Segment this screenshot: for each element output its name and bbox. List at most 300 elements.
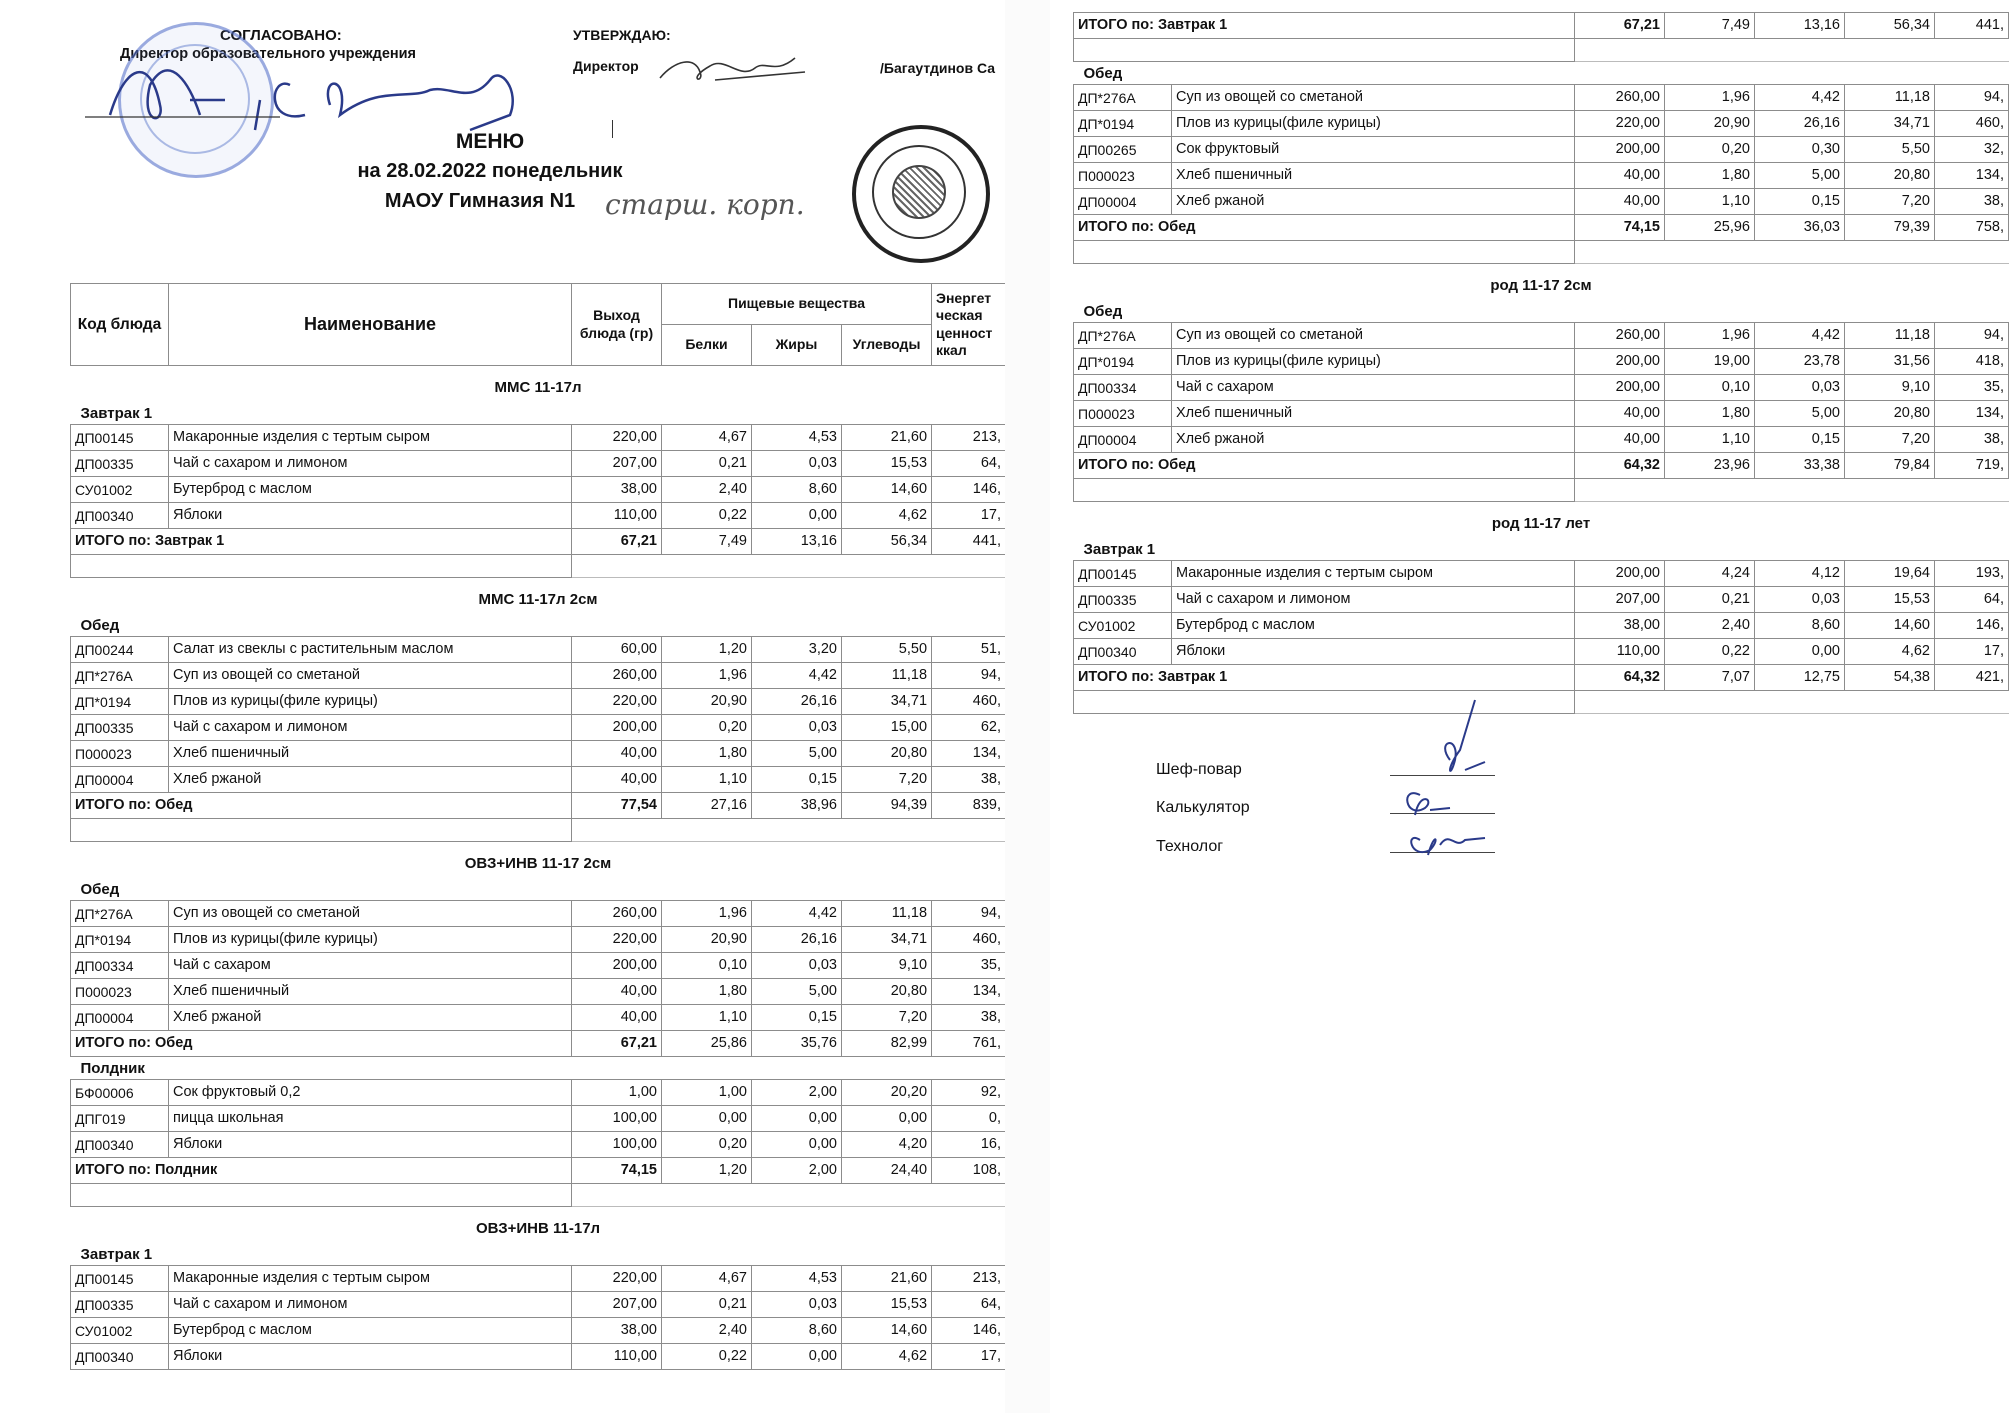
dish-protein: 20,90 xyxy=(1665,111,1755,137)
dish-code: ДП00340 xyxy=(71,1344,169,1370)
section-title-row xyxy=(71,842,1006,879)
chef-label: Шеф-повар xyxy=(1156,761,1242,778)
dish-name: Суп из овощей со сметаной xyxy=(1172,85,1575,111)
dish-fat: 0,00 xyxy=(752,1106,842,1132)
handwritten-note: старш. корп. xyxy=(605,188,805,221)
table-row xyxy=(71,425,1006,451)
dish-name: Суп из овощей со сметаной xyxy=(169,901,572,927)
dish-code: ДП*276А xyxy=(1074,323,1172,349)
spacer-row xyxy=(71,555,1006,578)
dish-name: Яблоки xyxy=(169,1132,572,1158)
meal-group-row xyxy=(1074,538,2009,561)
dish-name: Плов из курицы(филе курицы) xyxy=(169,927,572,953)
total-output: 77,54 xyxy=(572,793,662,819)
dish-output: 40,00 xyxy=(572,741,662,767)
spacer-cell xyxy=(71,1184,572,1207)
dish-energy: 17, xyxy=(932,1344,1006,1370)
table-row xyxy=(71,715,1006,741)
table-row xyxy=(71,477,1006,503)
dish-code: ДП00004 xyxy=(1074,427,1172,453)
table-row xyxy=(1074,323,2009,349)
dish-name: пицца школьная xyxy=(169,1106,572,1132)
table-row xyxy=(1074,401,2009,427)
table-row xyxy=(71,663,1006,689)
agreed-signature xyxy=(80,45,530,135)
dish-protein: 1,00 xyxy=(662,1080,752,1106)
dish-energy: 38, xyxy=(1935,427,2009,453)
director-signature xyxy=(655,50,815,90)
dish-carbs: 14,60 xyxy=(842,1318,932,1344)
dish-protein: 4,24 xyxy=(1665,561,1755,587)
dish-protein: 0,20 xyxy=(662,1132,752,1158)
dish-name: Макаронные изделия с тертым сыром xyxy=(1172,561,1575,587)
dish-fat: 5,00 xyxy=(752,741,842,767)
dish-energy: 38, xyxy=(1935,189,2009,215)
section-title: ОВЗ+ИНВ 11-17 2см xyxy=(464,854,612,872)
calculator-label: Калькулятор xyxy=(1156,799,1250,816)
seal-emblem xyxy=(892,165,946,219)
total-energy: 441, xyxy=(1935,13,2009,39)
dish-output: 60,00 xyxy=(572,637,662,663)
dish-name: Яблоки xyxy=(1172,639,1575,665)
dish-fat: 4,42 xyxy=(1755,323,1845,349)
section-title: ММС 11-17л xyxy=(494,378,582,396)
dish-fat: 0,00 xyxy=(752,1344,842,1370)
dish-protein: 0,00 xyxy=(662,1106,752,1132)
dish-output: 200,00 xyxy=(1575,137,1665,163)
dish-output: 100,00 xyxy=(572,1106,662,1132)
meal-group-row xyxy=(71,402,1006,425)
table-row xyxy=(71,1266,1006,1292)
dish-fat: 8,60 xyxy=(752,477,842,503)
dish-carbs: 7,20 xyxy=(1845,427,1935,453)
dish-protein: 0,21 xyxy=(1665,587,1755,613)
total-carbs: 56,34 xyxy=(842,529,932,555)
technologist-label: Технолог xyxy=(1156,838,1224,855)
table-row xyxy=(1074,137,2009,163)
dish-output: 260,00 xyxy=(1575,323,1665,349)
spacer-cell xyxy=(71,555,572,578)
dish-energy: 460, xyxy=(1935,111,2009,137)
total-carbs: 24,40 xyxy=(842,1158,932,1184)
total-energy: 761, xyxy=(932,1031,1006,1057)
meal-group-label: Завтрак 1 xyxy=(80,404,153,422)
dish-name: Бутерброд с маслом xyxy=(169,1318,572,1344)
dish-fat: 4,53 xyxy=(752,1266,842,1292)
dish-name: Хлеб пшеничный xyxy=(1172,163,1575,189)
dish-name: Суп из овощей со сметаной xyxy=(169,663,572,689)
meal-group-row xyxy=(1074,62,2009,85)
mark xyxy=(612,120,613,138)
col-protein: Белки xyxy=(662,325,752,366)
dish-name: Хлеб ржаной xyxy=(1172,427,1575,453)
dish-code: ДП00244 xyxy=(71,637,169,663)
total-output: 64,32 xyxy=(1575,453,1665,479)
dish-carbs: 15,53 xyxy=(842,1292,932,1318)
spacer-row xyxy=(1074,691,2009,714)
dish-fat: 26,16 xyxy=(1755,111,1845,137)
dish-fat: 4,53 xyxy=(752,425,842,451)
dish-name: Плов из курицы(филе курицы) xyxy=(1172,349,1575,375)
dish-fat: 0,03 xyxy=(752,715,842,741)
dish-output: 100,00 xyxy=(572,1132,662,1158)
table-row xyxy=(1074,111,2009,137)
dish-output: 38,00 xyxy=(572,477,662,503)
dish-carbs: 20,20 xyxy=(842,1080,932,1106)
menu-title: МЕНЮ xyxy=(455,130,525,153)
dish-name: Чай с сахаром xyxy=(169,953,572,979)
dish-name: Плов из курицы(филе курицы) xyxy=(1172,111,1575,137)
dish-name: Чай с сахаром и лимоном xyxy=(169,1292,572,1318)
dish-protein: 1,10 xyxy=(1665,427,1755,453)
dish-name: Сок фруктовый xyxy=(1172,137,1575,163)
total-output: 74,15 xyxy=(572,1158,662,1184)
table-row xyxy=(71,1106,1006,1132)
dish-code: ДП*0194 xyxy=(71,927,169,953)
spacer-cell xyxy=(1575,479,2009,502)
table-row xyxy=(1074,427,2009,453)
total-row xyxy=(1074,453,2009,479)
dish-name: Чай с сахаром xyxy=(1172,375,1575,401)
spacer-cell xyxy=(1575,39,2009,62)
dish-protein: 0,10 xyxy=(1665,375,1755,401)
meal-group-label: Обед xyxy=(80,616,120,634)
dish-energy: 146, xyxy=(932,477,1006,503)
dish-name: Хлеб пшеничный xyxy=(1172,401,1575,427)
dish-carbs: 20,80 xyxy=(1845,401,1935,427)
total-carbs: 56,34 xyxy=(1845,13,1935,39)
dish-fat: 4,12 xyxy=(1755,561,1845,587)
dish-protein: 1,20 xyxy=(662,637,752,663)
dish-energy: 213, xyxy=(932,1266,1006,1292)
dish-protein: 4,67 xyxy=(662,425,752,451)
dish-output: 200,00 xyxy=(572,715,662,741)
dish-name: Яблоки xyxy=(169,1344,572,1370)
table-row xyxy=(1074,189,2009,215)
dish-energy: 460, xyxy=(932,689,1006,715)
total-energy: 421, xyxy=(1935,665,2009,691)
section-title: род 11-17 лет xyxy=(1491,514,1591,532)
spacer-cell xyxy=(71,819,572,842)
dish-fat: 8,60 xyxy=(1755,613,1845,639)
meal-group-label: Обед xyxy=(80,880,120,898)
dish-carbs: 20,80 xyxy=(842,741,932,767)
dish-fat: 4,42 xyxy=(752,901,842,927)
director-name: /Багаутдинов Са xyxy=(880,60,996,76)
dish-energy: 17, xyxy=(1935,639,2009,665)
dish-output: 220,00 xyxy=(572,1266,662,1292)
dish-carbs: 9,10 xyxy=(1845,375,1935,401)
dish-energy: 38, xyxy=(932,767,1006,793)
section-title: ОВЗ+ИНВ 11-17л xyxy=(475,1219,601,1237)
dish-code: ДП00145 xyxy=(71,425,169,451)
dish-fat: 23,78 xyxy=(1755,349,1845,375)
dish-energy: 35, xyxy=(1935,375,2009,401)
dish-name: Макаронные изделия с тертым сыром xyxy=(169,425,572,451)
total-protein: 25,96 xyxy=(1665,215,1755,241)
dish-code: ДП00004 xyxy=(71,767,169,793)
dish-protein: 1,96 xyxy=(1665,85,1755,111)
total-row xyxy=(71,1031,1006,1057)
dish-output: 260,00 xyxy=(572,901,662,927)
dish-carbs: 9,10 xyxy=(842,953,932,979)
dish-carbs: 31,56 xyxy=(1845,349,1935,375)
dish-energy: 94, xyxy=(932,663,1006,689)
meal-group-row xyxy=(71,1057,1006,1080)
dish-code: ДП00004 xyxy=(1074,189,1172,215)
dish-fat: 0,15 xyxy=(752,767,842,793)
total-carbs: 82,99 xyxy=(842,1031,932,1057)
spacer-row xyxy=(1074,39,2009,62)
menu-table-left xyxy=(70,283,1006,1370)
dish-output: 207,00 xyxy=(572,451,662,477)
dish-code: СУ01002 xyxy=(71,477,169,503)
dish-output: 40,00 xyxy=(572,767,662,793)
dish-protein: 1,80 xyxy=(662,979,752,1005)
dish-energy: 213, xyxy=(932,425,1006,451)
dish-fat: 0,03 xyxy=(752,1292,842,1318)
dish-carbs: 20,80 xyxy=(1845,163,1935,189)
dish-carbs: 34,71 xyxy=(1845,111,1935,137)
dish-output: 40,00 xyxy=(1575,427,1665,453)
spacer-cell xyxy=(572,819,1006,842)
dish-protein: 1,96 xyxy=(662,663,752,689)
col-energy: Энергет ческая ценност ккал xyxy=(932,284,1006,366)
chef-signatures xyxy=(1390,700,1500,860)
dish-name: Хлеб ржаной xyxy=(169,767,572,793)
dish-energy: 94, xyxy=(1935,323,2009,349)
dish-protein: 1,10 xyxy=(662,767,752,793)
total-row xyxy=(71,529,1006,555)
table-row xyxy=(1074,639,2009,665)
total-fat: 2,00 xyxy=(752,1158,842,1184)
total-row xyxy=(71,1158,1006,1184)
table-row xyxy=(71,1292,1006,1318)
table-row xyxy=(1074,349,2009,375)
total-fat: 38,96 xyxy=(752,793,842,819)
dish-energy: 51, xyxy=(932,637,1006,663)
meal-group-row xyxy=(71,878,1006,901)
dish-protein: 2,40 xyxy=(1665,613,1755,639)
section-title-row xyxy=(71,578,1006,615)
dish-energy: 134, xyxy=(932,979,1006,1005)
col-code: Код блюда xyxy=(71,284,169,366)
total-output: 74,15 xyxy=(1575,215,1665,241)
meal-group-label: Полдник xyxy=(80,1059,145,1077)
dish-energy: 134, xyxy=(1935,401,2009,427)
dish-energy: 460, xyxy=(932,927,1006,953)
total-label: ИТОГО по: Обед xyxy=(1074,215,1575,241)
dish-carbs: 11,18 xyxy=(1845,323,1935,349)
dish-code: ДП00335 xyxy=(71,1292,169,1318)
dish-output: 40,00 xyxy=(572,979,662,1005)
dish-name: Сок фруктовый 0,2 xyxy=(169,1080,572,1106)
dish-code: ДП00334 xyxy=(71,953,169,979)
menu-table-right xyxy=(1073,12,2009,714)
table-row xyxy=(1074,85,2009,111)
table-row xyxy=(71,1132,1006,1158)
dish-energy: 64, xyxy=(932,451,1006,477)
total-fat: 36,03 xyxy=(1755,215,1845,241)
total-fat: 12,75 xyxy=(1755,665,1845,691)
total-energy: 839, xyxy=(932,793,1006,819)
dish-protein: 0,22 xyxy=(662,503,752,529)
dish-protein: 0,22 xyxy=(1665,639,1755,665)
section-title-row xyxy=(1074,264,2009,301)
dish-name: Яблоки xyxy=(169,503,572,529)
table-row xyxy=(71,1344,1006,1370)
meal-group-label: Обед xyxy=(1083,302,1123,320)
dish-name: Бутерброд с маслом xyxy=(169,477,572,503)
section-title: ММС 11-17л 2см xyxy=(478,590,598,608)
dish-code: ДП00334 xyxy=(1074,375,1172,401)
total-output: 67,21 xyxy=(572,529,662,555)
table-row xyxy=(71,1005,1006,1031)
dish-protein: 4,67 xyxy=(662,1266,752,1292)
dish-fat: 5,00 xyxy=(1755,401,1845,427)
total-energy: 441, xyxy=(932,529,1006,555)
dish-protein: 20,90 xyxy=(662,689,752,715)
table-row xyxy=(1074,613,2009,639)
dish-carbs: 14,60 xyxy=(842,477,932,503)
dish-output: 200,00 xyxy=(1575,349,1665,375)
dish-fat: 5,00 xyxy=(1755,163,1845,189)
spacer-row xyxy=(71,1184,1006,1207)
spacer-cell xyxy=(1074,39,1575,62)
col-output: Выход блюда (гр) xyxy=(572,284,662,366)
dish-name: Салат из свеклы с растительным маслом xyxy=(169,637,572,663)
total-fat: 13,16 xyxy=(752,529,842,555)
dish-carbs: 11,18 xyxy=(842,663,932,689)
dish-output: 220,00 xyxy=(572,689,662,715)
total-row xyxy=(71,793,1006,819)
dish-output: 110,00 xyxy=(572,1344,662,1370)
dish-output: 200,00 xyxy=(1575,375,1665,401)
dish-output: 110,00 xyxy=(572,503,662,529)
dish-protein: 0,21 xyxy=(662,451,752,477)
dish-output: 1,00 xyxy=(572,1080,662,1106)
dish-fat: 0,00 xyxy=(1755,639,1845,665)
dish-name: Чай с сахаром и лимоном xyxy=(169,451,572,477)
dish-fat: 0,15 xyxy=(1755,189,1845,215)
total-label: ИТОГО по: Обед xyxy=(71,1031,572,1057)
dish-energy: 62, xyxy=(932,715,1006,741)
dish-carbs: 5,50 xyxy=(842,637,932,663)
table-row xyxy=(1074,561,2009,587)
dish-code: ДП00265 xyxy=(1074,137,1172,163)
dish-code: ДП*0194 xyxy=(1074,349,1172,375)
total-label: ИТОГО по: Обед xyxy=(1074,453,1575,479)
dish-name: Плов из курицы(филе курицы) xyxy=(169,689,572,715)
dish-protein: 1,80 xyxy=(1665,401,1755,427)
table-row xyxy=(1074,163,2009,189)
dish-output: 220,00 xyxy=(1575,111,1665,137)
spacer-cell xyxy=(572,555,1006,578)
dish-carbs: 5,50 xyxy=(1845,137,1935,163)
total-label: ИТОГО по: Полдник xyxy=(71,1158,572,1184)
dish-code: ДП00335 xyxy=(71,715,169,741)
dish-carbs: 11,18 xyxy=(842,901,932,927)
total-output: 67,21 xyxy=(1575,13,1665,39)
dish-protein: 1,96 xyxy=(1665,323,1755,349)
dish-output: 207,00 xyxy=(1575,587,1665,613)
dish-code: ДП*276А xyxy=(1074,85,1172,111)
dish-protein: 0,21 xyxy=(662,1292,752,1318)
dish-name: Макаронные изделия с тертым сыром xyxy=(169,1266,572,1292)
total-label: ИТОГО по: Обед xyxy=(71,793,572,819)
dish-code: П000023 xyxy=(1074,401,1172,427)
total-protein: 23,96 xyxy=(1665,453,1755,479)
dish-code: СУ01002 xyxy=(71,1318,169,1344)
dish-carbs: 14,60 xyxy=(1845,613,1935,639)
dish-code: ДПГ019 xyxy=(71,1106,169,1132)
dish-protein: 1,10 xyxy=(1665,189,1755,215)
dish-carbs: 21,60 xyxy=(842,1266,932,1292)
dish-fat: 0,03 xyxy=(752,953,842,979)
dish-carbs: 7,20 xyxy=(1845,189,1935,215)
dish-protein: 20,90 xyxy=(662,927,752,953)
meal-group-row xyxy=(1074,300,2009,323)
dish-protein: 0,10 xyxy=(662,953,752,979)
dish-output: 110,00 xyxy=(1575,639,1665,665)
total-fat: 35,76 xyxy=(752,1031,842,1057)
col-fat: Жиры xyxy=(752,325,842,366)
total-protein: 1,20 xyxy=(662,1158,752,1184)
dish-output: 200,00 xyxy=(1575,561,1665,587)
dish-energy: 17, xyxy=(932,503,1006,529)
dish-protein: 1,96 xyxy=(662,901,752,927)
dish-energy: 38, xyxy=(932,1005,1006,1031)
col-name: Наименование xyxy=(169,284,572,366)
total-carbs: 79,84 xyxy=(1845,453,1935,479)
dish-protein: 0,22 xyxy=(662,1344,752,1370)
dish-code: ДП00340 xyxy=(1074,639,1172,665)
dish-protein: 1,80 xyxy=(1665,163,1755,189)
total-energy: 108, xyxy=(932,1158,1006,1184)
total-row xyxy=(1074,13,2009,39)
total-protein: 7,49 xyxy=(1665,13,1755,39)
total-label: ИТОГО по: Завтрак 1 xyxy=(1074,665,1575,691)
dish-carbs: 34,71 xyxy=(842,689,932,715)
total-row xyxy=(1074,665,2009,691)
dish-name: Хлеб пшеничный xyxy=(169,741,572,767)
total-energy: 758, xyxy=(1935,215,2009,241)
dish-carbs: 4,20 xyxy=(842,1132,932,1158)
dish-fat: 8,60 xyxy=(752,1318,842,1344)
spacer-cell xyxy=(1074,241,1575,264)
dish-code: ДП*276А xyxy=(71,901,169,927)
dish-code: СУ01002 xyxy=(1074,613,1172,639)
page-gutter xyxy=(1005,0,1050,1413)
table-row xyxy=(71,689,1006,715)
table-row xyxy=(71,1318,1006,1344)
dish-code: П000023 xyxy=(71,979,169,1005)
dish-output: 40,00 xyxy=(1575,401,1665,427)
school-name: МАОУ Гимназия N1 xyxy=(384,190,576,212)
total-carbs: 79,39 xyxy=(1845,215,1935,241)
table-row xyxy=(71,767,1006,793)
director-label: Директор xyxy=(573,58,639,74)
table-row xyxy=(71,927,1006,953)
dish-carbs: 7,20 xyxy=(842,767,932,793)
dish-output: 38,00 xyxy=(1575,613,1665,639)
col-carbs: Углеводы xyxy=(842,325,932,366)
dish-output: 260,00 xyxy=(1575,85,1665,111)
dish-fat: 0,03 xyxy=(752,451,842,477)
dish-name: Бутерброд с маслом xyxy=(1172,613,1575,639)
total-carbs: 54,38 xyxy=(1845,665,1935,691)
dish-carbs: 4,62 xyxy=(842,1344,932,1370)
